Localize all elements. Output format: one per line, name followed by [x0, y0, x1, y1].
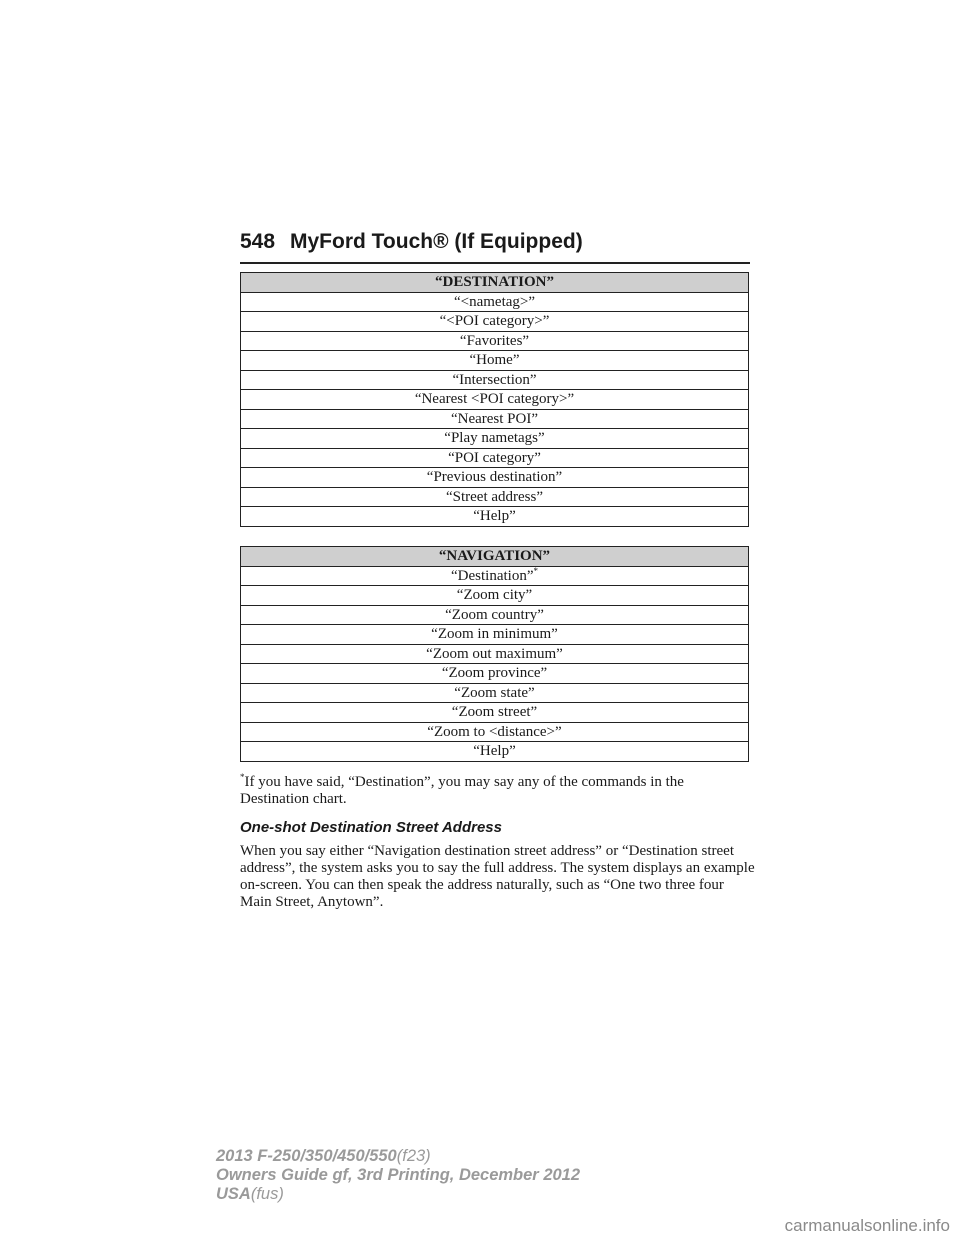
section-heading: One-shot Destination Street Address [240, 819, 502, 836]
footnote [240, 774, 755, 808]
table-row: “Nearest POI” [241, 409, 749, 429]
section-paragraph: When you say either “Navigation destination street address” or “Destination street address”, the system asks you to say the full address. The system displays an example on-screen. You can then speak the address naturally, such as “One two three four Main Street, Anytown”. [240, 843, 755, 910]
footnote-marker: * [533, 565, 538, 576]
footer-line-model [216, 1147, 580, 1166]
table-row: “Zoom out maximum” [241, 644, 749, 664]
navigation-command-table [240, 546, 749, 762]
footer-region-code: (fus) [250, 1185, 284, 1203]
table-row: “<POI category>” [241, 312, 749, 332]
table-row: “Favorites” [241, 331, 749, 351]
page-title: MyFord Touch® (If Equipped) [290, 230, 583, 253]
destination-table-heading: “DESTINATION” [241, 273, 749, 293]
table-row: “Home” [241, 351, 749, 371]
table-row: “Nearest <POI category>” [241, 390, 749, 410]
destination-command-table [240, 272, 749, 527]
table-row: “Zoom province” [241, 664, 749, 684]
footer-region: USA [216, 1185, 251, 1203]
table-row: “Zoom in minimum” [241, 625, 749, 645]
header-rule [240, 262, 750, 264]
footnote-marker: * [240, 772, 245, 782]
footer-model: 2013 F-250/350/450/550 [216, 1147, 397, 1165]
table-row: “POI category” [241, 448, 749, 468]
table-row: “Help” [241, 742, 749, 762]
footer-line-region [216, 1185, 580, 1204]
table-row: “Zoom country” [241, 605, 749, 625]
footer-model-code: (f23) [396, 1147, 431, 1165]
table-row [241, 566, 749, 586]
page-header [240, 230, 750, 264]
table-row: “<nametag>” [241, 292, 749, 312]
footnote-text: If you have said, “Destination”, you may say any of the commands in the Destination chart. [240, 774, 684, 807]
watermark: carmanualsonline.info [784, 1216, 950, 1235]
table-row: “Intersection” [241, 370, 749, 390]
table-row: “Zoom state” [241, 683, 749, 703]
table-row: “Previous destination” [241, 468, 749, 488]
table-row-text: “Destination” [451, 567, 534, 584]
table-row: “Street address” [241, 487, 749, 507]
table-row: “Play nametags” [241, 429, 749, 449]
table-row: “Zoom city” [241, 586, 749, 606]
table-row: “Zoom street” [241, 703, 749, 723]
table-row: “Zoom to <distance>” [241, 722, 749, 742]
print-footer [216, 1147, 580, 1204]
table-row: “Help” [241, 507, 749, 527]
page-number: 548 [240, 230, 276, 253]
navigation-table-heading: “NAVIGATION” [241, 547, 749, 567]
footer-guide: Owners Guide gf, 3rd Printing, December 2012 [216, 1166, 581, 1184]
